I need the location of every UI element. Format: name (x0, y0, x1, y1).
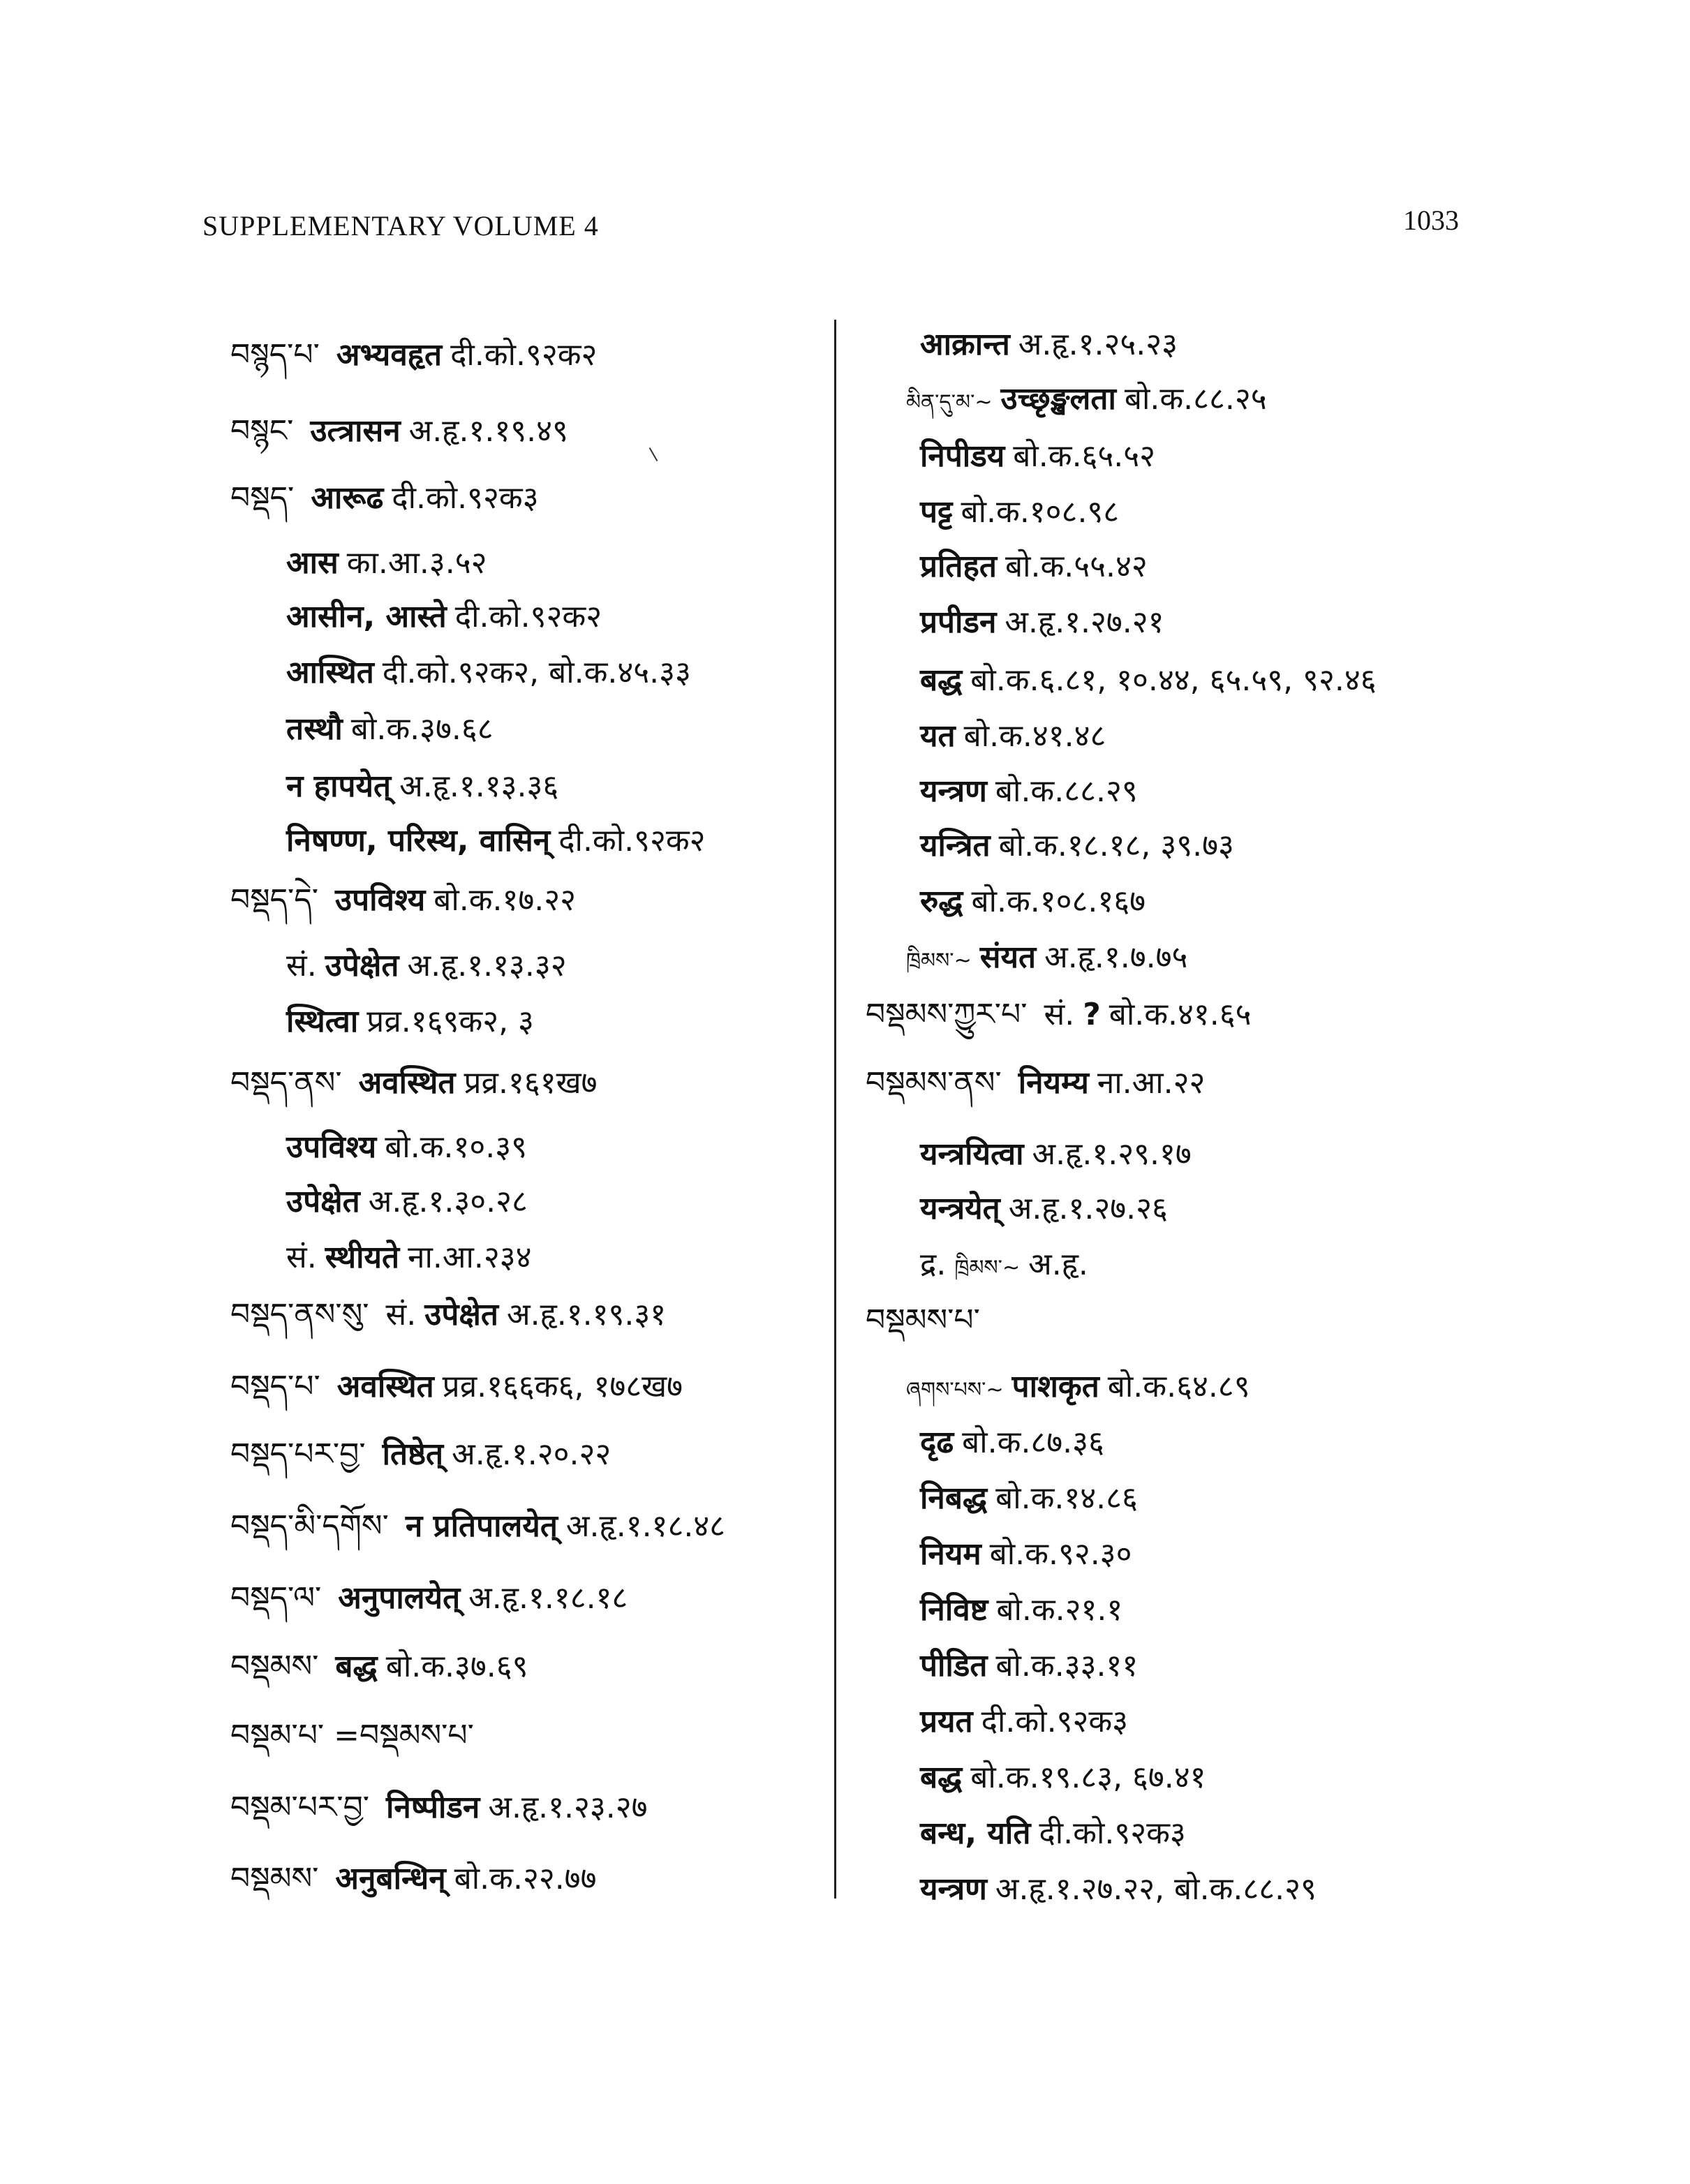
sanskrit-equivalent: निपीडय (920, 438, 1005, 474)
source-reference: दी.को.९२क२ (450, 337, 598, 373)
dictionary-entry (920, 1592, 1123, 1628)
sanskrit-equivalent: आसीन, आस्ते (286, 599, 447, 634)
source-reference: अ.हृ.१.१९.४९ (408, 413, 568, 449)
dictionary-entry (286, 1242, 532, 1273)
source-reference: बो.क.४१.६५ (1109, 997, 1252, 1032)
dictionary-entry (286, 599, 602, 634)
dictionary-entry (920, 1704, 1128, 1739)
source-reference: अ.हृ.१.१३.३६ (399, 768, 559, 804)
page-number: 1033 (1403, 205, 1459, 236)
dictionary-entry (920, 886, 1146, 917)
source-reference: अ.हृ.१.२०.२२ (452, 1436, 611, 1472)
dictionary-entry (286, 711, 494, 747)
sanskrit-equivalent: उपेक्षेत (424, 1297, 498, 1332)
tibetan-headword: བསྡད་དེ་ (230, 882, 319, 918)
source-reference: बो.क.८८.२५ (1124, 381, 1267, 417)
source-reference: बो.क.२१.१ (996, 1592, 1123, 1628)
dictionary-entry (866, 1302, 997, 1338)
sanskrit-equivalent: तिष्ठेत् (382, 1436, 444, 1472)
source-reference: बो.क.८७.३६ (962, 1425, 1104, 1460)
sanskrit-equivalent: उपविश्य (335, 882, 426, 918)
source-reference: बो.क.३७.६९ (385, 1649, 528, 1684)
entry-prefix: सं. (385, 1297, 417, 1332)
source-reference: बो.क.९२.३० (989, 1536, 1132, 1572)
tibetan-headword: བསྡད་མི་དགོས་ (230, 1508, 389, 1544)
dictionary-entry (230, 1508, 726, 1544)
source-reference: दी.को.९२क२, बो.क.४५.३३ (382, 655, 691, 690)
source-reference: दी.को.९२क३ (981, 1704, 1128, 1739)
sanskrit-equivalent: दृढ (920, 1425, 954, 1460)
sanskrit-equivalent: प्रयत (920, 1704, 973, 1739)
tibetan-headword: བསྡད་པར་བྱ་ (230, 1436, 366, 1472)
sanskrit-equivalent: आरूढ (311, 480, 384, 516)
stray-mark (649, 447, 658, 461)
dictionary-entry (866, 997, 1252, 1032)
source-reference: अ.हृ.१.२५.२३ (1018, 327, 1178, 362)
entry-prefix: द्र. (920, 1247, 947, 1282)
source-reference: अ.हृ.१.३०.२८ (368, 1184, 528, 1219)
sanskrit-equivalent: अवस्थित (336, 1369, 434, 1404)
dictionary-entry (920, 1249, 1088, 1280)
source-reference: अ.हृ.१.१८.४८ (565, 1508, 726, 1544)
entry-prefix: सं. (1044, 997, 1075, 1032)
sanskrit-equivalent: उपेक्षेत (286, 1184, 360, 1219)
sanskrit-equivalent: आक्रान्त (920, 327, 1010, 362)
tibetan-headword: བསྡད་ལ་ (230, 1580, 322, 1616)
source-reference: बो.क.१०८.९८ (961, 494, 1120, 530)
sanskrit-equivalent: बन्ध, यति (920, 1815, 1031, 1851)
source-reference: अ.हृ.१.२३.२७ (488, 1790, 648, 1825)
dictionary-entry (920, 438, 1156, 474)
entry-prefix: सं. (286, 1240, 317, 1275)
dictionary-entry (286, 768, 559, 804)
tibetan-compound: ཞགས་པས་~ (906, 1378, 1004, 1402)
sanskrit-equivalent: संयत (979, 939, 1037, 975)
running-title: SUPPLEMENTARY VOLUME 4 (202, 210, 599, 242)
source-reference: बो.क.६४.८९ (1107, 1369, 1250, 1404)
dictionary-entry (230, 1651, 528, 1682)
tibetan-headword: བསྙད་པ་ (230, 337, 320, 373)
source-reference: दी.को.९२क२ (454, 599, 602, 634)
dictionary-entry (230, 1861, 597, 1896)
dictionary-entry (920, 1648, 1139, 1684)
sanskrit-equivalent: रुद्ध (920, 884, 963, 919)
source-reference: बो.क.१९.८३, ६७.४१ (970, 1760, 1206, 1795)
dictionary-entry (920, 494, 1120, 530)
tibetan-compound: མིན་དུ་མ་~ (906, 390, 993, 415)
sanskrit-equivalent: प्रपीडन (920, 604, 997, 640)
source-reference: बो.क.६.८१, १०.४४, ६५.५९, ९२.४६ (970, 662, 1377, 698)
sanskrit-equivalent: यन्त्रण (920, 773, 987, 809)
sanskrit-equivalent: न प्रतिपालयेत् (405, 1508, 558, 1544)
sanskrit-equivalent: नियम्य (1018, 1065, 1089, 1101)
source-reference: बो.क.२२.७७ (454, 1861, 597, 1896)
tibetan-headword: བསྡམས་པ་ (866, 1302, 980, 1338)
source-reference: अ.हृ.१.१९.३१ (507, 1297, 667, 1332)
sanskrit-equivalent: बद्ध (920, 662, 963, 698)
sanskrit-equivalent: निष्पीडन (386, 1790, 480, 1825)
dictionary-entry (920, 718, 1106, 754)
sanskrit-equivalent: बद्ध (920, 1760, 963, 1795)
sanskrit-equivalent: स्थित्वा (286, 1004, 359, 1039)
sanskrit-equivalent: अनुपालयेत् (338, 1580, 461, 1616)
sanskrit-equivalent: उच्छृङ्खलता (1000, 381, 1116, 417)
dictionary-entry (230, 882, 577, 918)
dictionary-entry (920, 1871, 1317, 1907)
tibetan-headword: བསྡམས་ (230, 1861, 319, 1896)
dictionary-entry (230, 1580, 628, 1616)
dictionary-entry (906, 1369, 1250, 1404)
tibetan-headword: བསྡམ་པར་བྱ་ (230, 1790, 370, 1825)
sanskrit-equivalent: आस (286, 545, 339, 581)
sanskrit-equivalent: नियम (920, 1536, 981, 1572)
dictionary-entry (286, 545, 487, 581)
dictionary-entry (286, 948, 567, 983)
source-reference: अ.हृ.१.१८.१८ (468, 1580, 628, 1616)
dictionary-entry (920, 1762, 1206, 1793)
sanskrit-equivalent: निबद्ध (920, 1480, 988, 1516)
dictionary-entry (230, 337, 598, 373)
source-reference: अ.हृ.१.२९.१७ (1032, 1136, 1192, 1172)
tibetan-headword: བསྡད་ནས་ (230, 1065, 342, 1101)
source-reference: बो.क.६५.५२ (1013, 438, 1156, 474)
dictionary-entry (286, 1129, 527, 1165)
source-reference: ना.आ.२२ (1097, 1065, 1206, 1101)
sanskrit-equivalent: अनुबन्धिन् (335, 1861, 446, 1896)
dictionary-entry (920, 1191, 1168, 1226)
dictionary-entry (286, 823, 706, 859)
dictionary-entry (230, 1297, 667, 1332)
source-reference: बो.क.८८.२९ (995, 773, 1138, 809)
sanskrit-equivalent: उपविश्य (286, 1129, 377, 1165)
dictionary-entry (920, 1136, 1192, 1172)
sanskrit-equivalent: यन्त्रित (920, 828, 991, 863)
tibetan-headword: བསྡད་པ་ (230, 1369, 320, 1404)
sanskrit-equivalent: तस्थौ (286, 711, 343, 747)
dictionary-entry (230, 1718, 491, 1753)
source-reference: बो.क.३७.६८ (350, 711, 494, 747)
source-reference: बो.क.१०८.१६७ (971, 884, 1146, 919)
dictionary-entry (230, 1792, 648, 1823)
sanskrit-equivalent: प्रतिहत (920, 549, 997, 584)
source-reference: प्रव्र.१६६क६, १७८ख७ (442, 1369, 683, 1404)
dictionary-entry (920, 828, 1234, 863)
source-reference: प्रव्र.१६१ख७ (464, 1065, 598, 1101)
dictionary-entry (920, 329, 1178, 360)
dictionary-entry (920, 551, 1148, 582)
sanskrit-equivalent: न हापयेत् (286, 768, 392, 804)
dictionary-entry (866, 1065, 1206, 1101)
dictionary-entry (230, 480, 539, 516)
source-reference: का.आ.३.५२ (346, 545, 487, 581)
source-reference: ना.आ.२३४ (408, 1240, 532, 1275)
sanskrit-equivalent: पीडित (920, 1648, 988, 1684)
source-reference: दी.को.९२क३ (1039, 1815, 1186, 1851)
dictionary-entry (230, 1436, 611, 1472)
source-reference: अ.हृ.१.२७.२६ (1008, 1191, 1168, 1226)
source-reference: बो.क.१७.२२ (433, 882, 577, 918)
column-divider (834, 320, 836, 1899)
dictionary-entry (230, 1369, 683, 1404)
sanskrit-equivalent: उत्त्रासन (310, 413, 401, 449)
tibetan-headword: བསྡམས་ (230, 1649, 319, 1684)
tibetan-compound: ཁྲིམས་~ (954, 1256, 1021, 1280)
sanskrit-equivalent: अभ्यवहृत (336, 337, 443, 373)
sanskrit-equivalent: अवस्थित (358, 1065, 456, 1101)
sanskrit-equivalent: बद्ध (335, 1649, 378, 1684)
tibetan-headword: བསྡམས་ནས་ (866, 1065, 1002, 1101)
dictionary-entry (286, 1184, 528, 1219)
entry-prefix: सं. (286, 948, 317, 983)
tibetan-compound: ཁྲིམས་~ (906, 949, 972, 973)
sanskrit-equivalent: उपेक्षेत (325, 948, 399, 983)
source-reference: बो.क.४१.४८ (963, 718, 1106, 754)
source-reference: अ.हृ.१.७.७५ (1044, 939, 1188, 975)
sanskrit-equivalent: निविष्ट (920, 1592, 988, 1628)
dictionary-entry (286, 655, 691, 690)
dictionary-entry (230, 413, 568, 449)
source-reference: बो.क.५५.४२ (1005, 549, 1148, 584)
sanskrit-equivalent: यन्त्रण (920, 1871, 987, 1907)
source-reference: अ.हृ.१.१३.३२ (407, 948, 567, 983)
dictionary-entry (906, 939, 1188, 975)
source-reference: अ.हृ.१.२७.२२, बो.क.८८.२९ (995, 1871, 1317, 1907)
dictionary-entry (920, 1536, 1132, 1572)
source-reference: बो.क.१४.८६ (995, 1480, 1138, 1516)
dictionary-entry (920, 1815, 1186, 1851)
source-reference: दी.को.९२क३ (392, 480, 539, 516)
dictionary-entry (906, 381, 1267, 417)
sanskrit-equivalent: पाशकृत (1011, 1369, 1099, 1404)
source-reference: प्रव्र.१६९क२, ३ (366, 1004, 534, 1039)
sanskrit-equivalent: आस्थित (286, 655, 374, 690)
source-reference: दी.को.९२क२ (558, 823, 706, 859)
sanskrit-equivalent: स्थीयते (325, 1240, 400, 1275)
dictionary-entry (230, 1065, 598, 1101)
dictionary-entry (920, 662, 1377, 698)
source-reference: बो.क.१०.३९ (385, 1129, 527, 1165)
dictionary-entry (920, 773, 1138, 809)
dictionary-entry (286, 1006, 534, 1037)
sanskrit-equivalent: निषण्ण, परिस्थ, वासिन् (286, 823, 551, 859)
tibetan-headword: བསྙང་ (230, 413, 294, 449)
sanskrit-equivalent: पट्ट (920, 494, 953, 530)
sanskrit-equivalent: यन्त्रयेत् (920, 1191, 1000, 1226)
tibetan-headword: བསྡད་ (230, 480, 295, 516)
sanskrit-equivalent: ? (1083, 997, 1101, 1032)
sanskrit-equivalent: यत (920, 718, 956, 754)
source-reference: अ.हृ.१.२७.२१ (1005, 604, 1164, 640)
tibetan-headword: བསྡམ་པ་ =བསྡམས་པ་ (230, 1718, 474, 1753)
sanskrit-equivalent: यन्त्रयित्वा (920, 1136, 1024, 1172)
tibetan-headword: བསྡམས་ཀྱུར་པ་ (866, 997, 1028, 1032)
dictionary-entry (920, 1480, 1138, 1516)
tibetan-headword: བསྡད་ནས་སུ་ (230, 1297, 369, 1332)
dictionary-entry (920, 604, 1164, 640)
source-reference: बो.क.३३.११ (995, 1648, 1139, 1684)
source-reference: अ.हृ. (1028, 1247, 1088, 1282)
dictionary-entry (920, 1427, 1104, 1458)
source-reference: बो.क.१८.१८, ३९.७३ (998, 828, 1234, 863)
